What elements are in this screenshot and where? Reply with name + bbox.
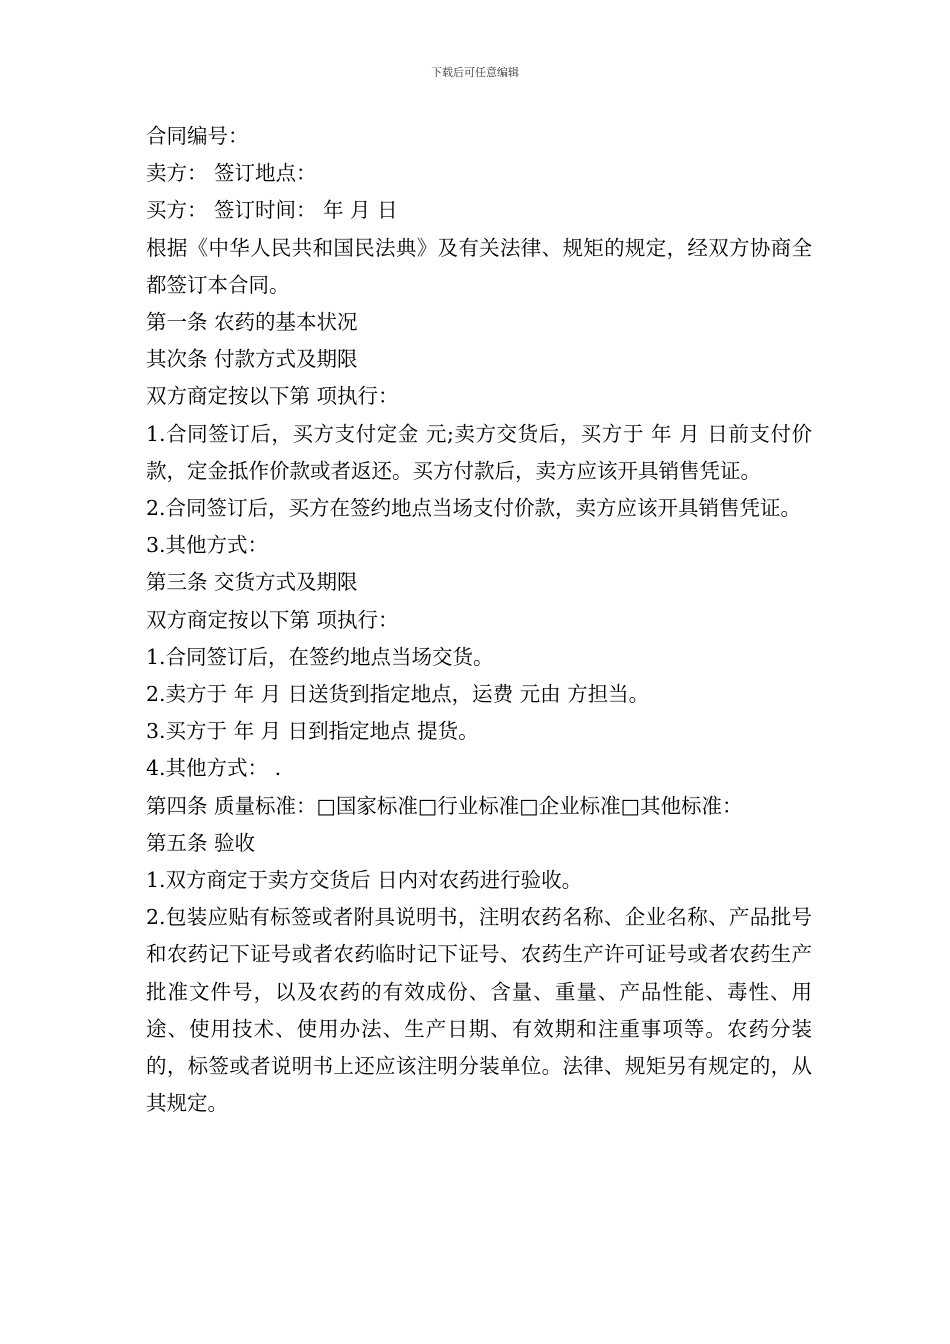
preamble-paragraph: 根据《中华人民共和国民法典》及有关法律、规矩的规定，经双方协商全都签订本合同。 (146, 235, 812, 297)
seller-line: 卖方： 签订地点： (146, 161, 317, 186)
contract-body (146, 118, 812, 1122)
article-3-item-2: 2.卖方于 年 月 日送货到指定地点，运费 元由 方担当。 (146, 682, 650, 707)
article-5-item-2: 2.包装应贴有标签或者附具说明书，注明农药名称、企业名称、产品批号和农药记下证号或者农药临时记下证号、农药生产许可证号或者农药生产批准文件号，以及农药的有效成份、含量、重量、产品性能、毒性、用途、使用技术、使用办法、生产日期、有效期和注重事项等。农药分装的，标签或者说明书上还应该注明分装单位。法律、规矩另有规定的，从其规定。 (146, 905, 812, 1116)
article-2-item-3: 3.其他方式： (146, 533, 269, 558)
article-1-heading: 第一条 农药的基本状况 (146, 310, 358, 335)
article-2-heading: 其次条 付款方式及期限 (146, 347, 358, 372)
article-3-item-3: 3.买方于 年 月 日到指定地点 提货。 (146, 719, 479, 744)
article-3-heading: 第三条 交货方式及期限 (146, 570, 358, 595)
article-3-intro: 双方商定按以下第 项执行： (146, 607, 399, 632)
article-5-item-1: 1.双方商定于卖方交货后 日内对农药进行验收。 (146, 868, 583, 893)
article-2-intro: 双方商定按以下第 项执行： (146, 384, 399, 409)
article-3-item-4: 4.其他方式： . (146, 756, 282, 781)
article-2-item-2: 2.合同签订后，买方在签约地点当场支付价款，卖方应该开具销售凭证。 (146, 496, 802, 521)
article-5-heading: 第五条 验收 (146, 830, 256, 855)
article-3-item-1: 1.合同签订后，在签约地点当场交货。 (146, 644, 494, 669)
contract-number-line: 合同编号： (146, 124, 249, 148)
article-2-item-1: 1.合同签订后，买方支付定金 元;卖方交货后，买方于 年 月 日前支付价款，定金抵作价款或者返还。买方付款后，卖方应该开具销售凭证。 (146, 421, 812, 483)
article-4-quality-standard: 第四条 质量标准：□国家标准□行业标准□企业标准□其他标准： (146, 793, 743, 818)
buyer-line: 买方： 签订时间： 年 月 日 (146, 198, 398, 223)
page-header: 下载后可任意编辑 (431, 66, 519, 79)
